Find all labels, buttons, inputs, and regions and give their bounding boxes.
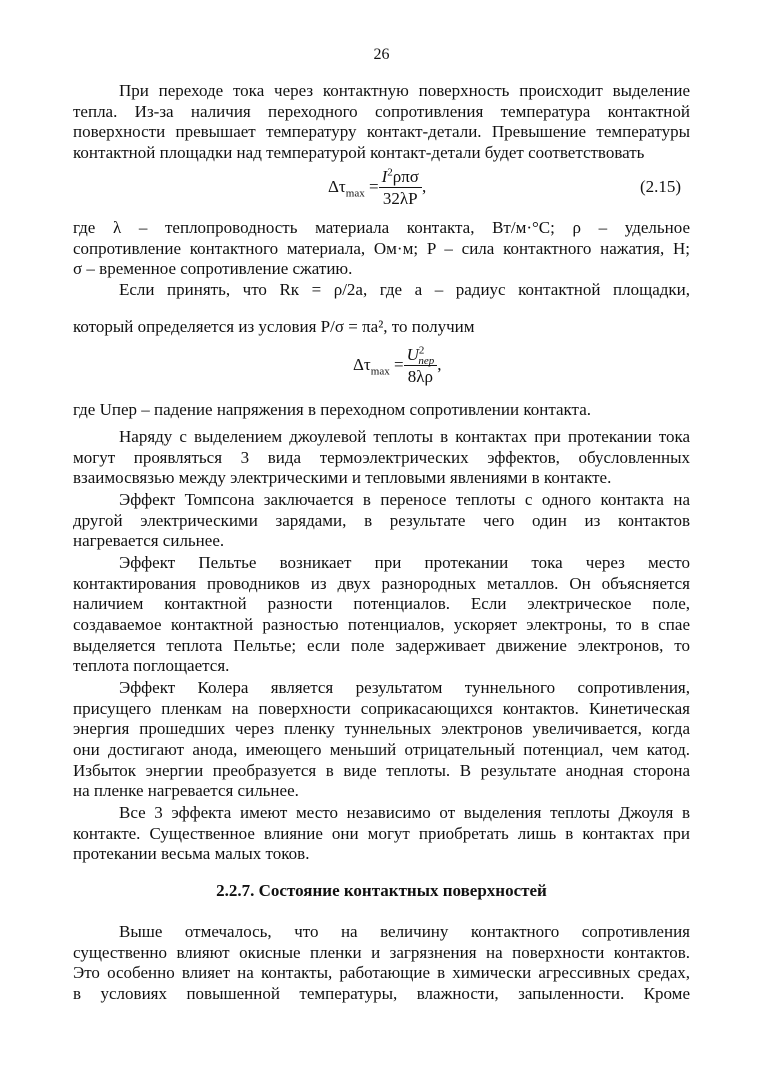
text-line: Все 3 эффекта имеют место независимо от выделения теплоты Джоуля в: [119, 803, 690, 822]
text-line: теплота поглощается.: [73, 656, 230, 676]
formula-delta-tau-u: [353, 343, 441, 387]
paragraph-peltier: [73, 553, 690, 677]
denominator: 8λρ: [407, 366, 434, 386]
paragraph-thomson: [73, 490, 690, 552]
formula-equals: =: [389, 355, 404, 374]
text-line: Это особенно влияет на контакты, работающие в химически агрессивных средах,: [73, 963, 690, 983]
paragraph-where-lambda: [73, 218, 690, 280]
equation-number: (2.15): [640, 177, 682, 196]
text-line: протекании весьма малых токов.: [73, 844, 310, 864]
formula-equals: =: [364, 177, 379, 196]
paragraph-condition: [73, 317, 690, 338]
paragraph-all-effects: [73, 803, 690, 865]
text-line: Наряду с выделением джоулевой теплоты в контактах при протекании тока: [119, 427, 690, 446]
numerator-base: I: [381, 166, 388, 186]
text-line: могут проявляться 3 вида термоэлектрических эффектов, обусловленных: [73, 447, 690, 467]
numerator-sup: 2: [387, 165, 393, 178]
formula-lhs-sub: max: [370, 365, 390, 378]
text-line: сопротивление контактного материала, Ом·м; P – сила контактного нажатия, Н;: [73, 238, 690, 258]
text-line: энергия прошедших через пленку туннельных электронов увеличивается, когда: [73, 719, 690, 739]
formula-lhs: Δτ: [353, 355, 371, 374]
text-line: наличием контактной разности потенциалов. Если электрическое поле,: [73, 594, 690, 614]
text-line: на пленке нагревается сильнее.: [73, 781, 299, 801]
paragraph-heat-release: [73, 81, 690, 164]
text-line: Избыток энергии преобразуется в виде теплоты. В результате анодная сторона: [73, 760, 690, 780]
formula-2-15: [328, 165, 426, 209]
text-line: другой электрическими зарядами, в результате чего один из контактов: [73, 510, 690, 530]
text-line: который определяется из условия P/σ = πa², то получим: [73, 317, 475, 336]
formula-lhs-sub: max: [345, 187, 365, 200]
text-line: где Uпер – падение напряжения в переходном сопротивлении контакта.: [73, 400, 591, 419]
text-line: создаваемое контактной разностью потенциалов, ускоряет электроны, то в спае: [73, 615, 690, 635]
paragraph-surface-state: [73, 922, 690, 1005]
paragraph-thermoelectric: [73, 427, 690, 489]
text-line: в условиях повышенной температуры, влажности, запыленности. Кроме: [73, 984, 690, 1004]
text-line: где λ – теплопроводность материала контакта, Вт/м·°С; ρ – удельное: [73, 218, 690, 237]
formula-fraction: [379, 166, 422, 209]
text-line: выделяется теплота Пельтье; если поле задерживает движение электронов, то: [73, 635, 690, 655]
text-line: Эффект Томпсона заключается в переносе теплоты с одного контакта на: [119, 490, 690, 509]
text-line: Эффект Пельтье возникает при протекании тока через место: [119, 553, 690, 572]
text-line: существенно влияют окисные пленки и загрязнения на поверхности контактов.: [73, 942, 690, 962]
text-line: Эффект Колера является результатом туннельного сопротивления,: [119, 678, 690, 697]
numerator-base: U: [406, 344, 419, 364]
section-heading: 2.2.7. Состояние контактных поверхностей: [216, 881, 547, 900]
text-line: тепла. Из-за наличия переходного сопротивления температура контактной: [73, 101, 690, 121]
paragraph-where-u: [73, 400, 690, 421]
formula-comma: ,: [421, 177, 427, 196]
text-line: контакте. Существенное влияние они могут приобретать лишь в контактах при: [73, 823, 690, 843]
text-line: контактирования проводников из двух разнородных металлов. Он объясняется: [73, 573, 690, 593]
denominator: 32λP: [382, 188, 418, 208]
page-number: 26: [373, 46, 390, 63]
text-line: взаимосвязью между электрическими и тепловыми явлениями в контакте.: [73, 468, 612, 488]
numerator-sup: 2: [418, 343, 425, 356]
numerator-sub: пер: [418, 354, 435, 367]
text-line: поверхности превышает температуру контакт-детали. Превышение температуры: [73, 122, 690, 142]
formula-fraction: [404, 344, 438, 387]
paragraph-kohler: [73, 678, 690, 802]
text-line: присущего пленкам на поверхности соприкасающихся контактов. Кинетическая: [73, 698, 690, 718]
formula-lhs: Δτ: [328, 177, 346, 196]
text-line: Выше отмечалось, что на величину контактного сопротивления: [119, 922, 690, 941]
numerator-rest: ρπσ: [392, 166, 419, 186]
text-line: При переходе тока через контактную поверхность происходит выделение: [119, 81, 690, 100]
paragraph-if-accept: [73, 280, 690, 301]
formula-comma: ,: [437, 355, 442, 374]
text-line: Если принять, что Rк = ρ/2a, где a – радиус контактной площадки,: [119, 280, 690, 299]
text-line: контактной площадки над температурой контакт-детали будет соответствовать: [73, 143, 645, 163]
text-line: они достигают анода, имеющего меньший отрицательный потенциал, чем катод.: [73, 740, 690, 760]
text-line: нагревается сильнее.: [73, 531, 225, 551]
text-line: σ – временное сопротивление сжатию.: [73, 259, 353, 279]
